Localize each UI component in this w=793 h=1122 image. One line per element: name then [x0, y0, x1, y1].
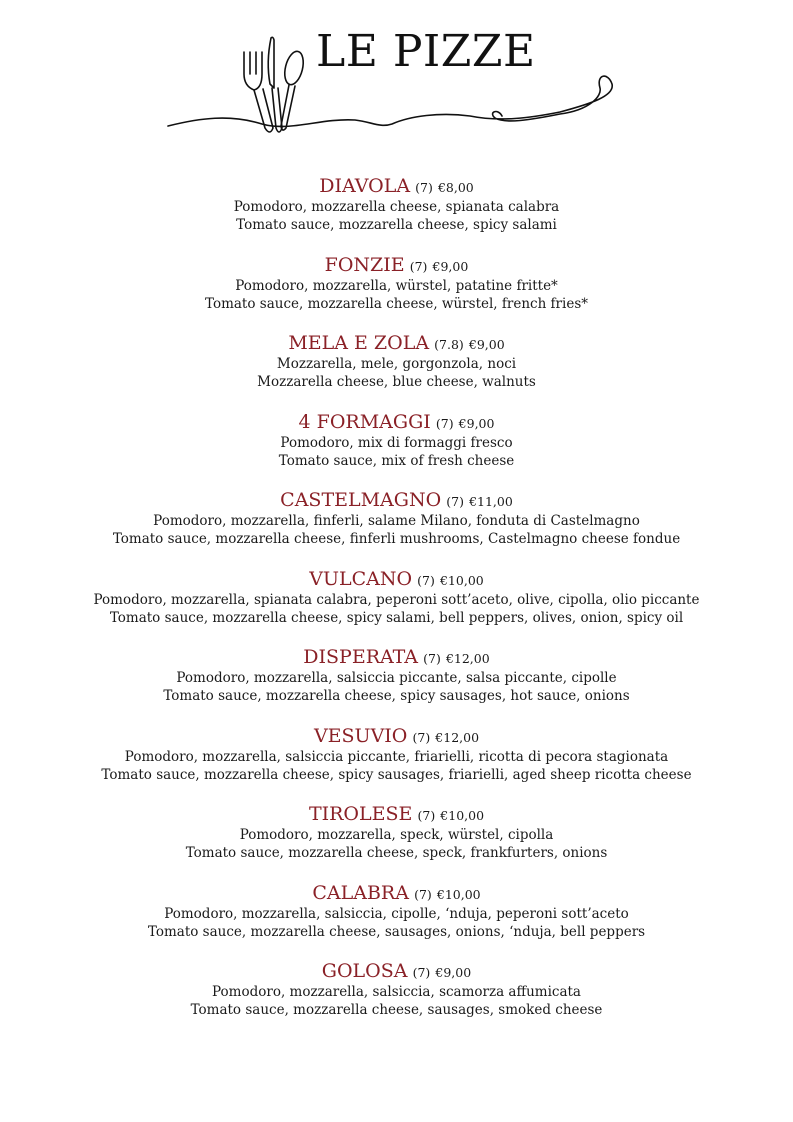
allergen-codes: (7) — [446, 494, 464, 509]
pizza-price: €8,00 — [437, 180, 474, 195]
pizza-name: TIROLESE — [308, 803, 413, 825]
description-italian: Pomodoro, mozzarella, salsiccia piccante, salsa piccante, cipolle — [176, 670, 617, 686]
description-italian: Pomodoro, mozzarella, spianata calabra, peperoni sott’aceto, olive, cipolla, olio piccante — [93, 591, 700, 608]
description-italian: Pomodoro, mozzarella, salsiccia, scamorza affumicata — [212, 984, 581, 1000]
description-italian: Pomodoro, mozzarella, speck, würstel, cipolla — [239, 827, 554, 843]
menu-item — [0, 174, 793, 253]
menu-header — [0, 0, 793, 150]
pizza-name: VESUVIO — [313, 724, 408, 747]
pizza-name: CALABRA — [312, 881, 409, 904]
pizza-name: FONZIE — [324, 253, 405, 276]
description-english: Tomato sauce, mozzarella cheese, spicy sausages, friarielli, aged sheep ricotta cheese — [101, 766, 692, 783]
page-title: LE PIZZE — [316, 26, 536, 77]
description-english: Tomato sauce, mozzarella cheese, würstel, french fries* — [205, 295, 588, 312]
pizza-price: €10,00 — [440, 808, 485, 823]
menu-item — [0, 331, 793, 410]
description-english: Tomato sauce, mix of fresh cheese — [278, 452, 515, 469]
pizza-price: €12,00 — [445, 651, 490, 666]
description-english: Mozzarella cheese, blue cheese, walnuts — [257, 374, 536, 390]
allergen-codes: (7) — [415, 180, 433, 195]
allergen-codes: (7) — [417, 572, 435, 588]
pizza-price: €9,00 — [432, 258, 469, 274]
description-italian: Mozzarella, mele, gorgonzola, noci — [276, 356, 517, 372]
description-english: Tomato sauce, mozzarella cheese, spicy sausages, hot sauce, onions — [163, 688, 630, 704]
menu-item — [0, 645, 793, 724]
menu-item — [0, 567, 793, 646]
pizza-name: 4 FORMAGGI — [298, 410, 431, 433]
description-italian: Pomodoro, mozzarella, würstel, patatine fritte* — [235, 277, 558, 294]
pizza-price: €11,00 — [469, 494, 513, 509]
menu-item-heading — [0, 724, 793, 748]
menu-item — [0, 724, 793, 803]
menu-item-heading — [0, 331, 793, 355]
description-english: Tomato sauce, mozzarella cheese, sausages, onions, ‘nduja, bell peppers — [147, 923, 646, 940]
allergen-codes: (7) — [409, 258, 428, 274]
allergen-codes: (7) — [414, 886, 432, 902]
pizza-price: €10,00 — [436, 886, 481, 902]
description-english: Tomato sauce, mozzarella cheese, finferli mushrooms, Castelmagno cheese fondue — [112, 531, 681, 547]
allergen-codes: (7) — [423, 651, 441, 666]
pizza-name: DISPERATA — [303, 646, 419, 668]
pizza-price: €12,00 — [435, 729, 480, 745]
menu-item-heading — [0, 410, 793, 434]
pizza-name: DIAVOLA — [319, 175, 411, 197]
menu-item — [0, 881, 793, 960]
pizza-name: MELA E ZOLA — [288, 332, 430, 354]
description-english: Tomato sauce, mozzarella cheese, speck, frankfurters, onions — [185, 845, 608, 861]
allergen-codes: (7) — [412, 965, 431, 980]
menu-item — [0, 253, 793, 332]
menu-item-heading — [0, 959, 793, 983]
description-italian: Pomodoro, mix di formaggi fresco — [280, 434, 513, 451]
menu-item — [0, 410, 793, 489]
menu-item-heading — [0, 488, 793, 512]
menu-item — [0, 802, 793, 881]
pizza-price: €9,00 — [435, 965, 472, 980]
pizza-name: CASTELMAGNO — [280, 489, 442, 511]
description-italian: Pomodoro, mozzarella, finferli, salame Milano, fonduta di Castelmagno — [153, 513, 640, 529]
pizza-name: VULCANO — [309, 567, 413, 590]
menu-item — [0, 959, 793, 1038]
menu-item-heading — [0, 567, 793, 591]
description-italian: Pomodoro, mozzarella, salsiccia piccante, friarielli, ricotta di pecora stagionata — [124, 748, 669, 765]
pizza-price: €9,00 — [468, 337, 505, 352]
description-italian: Pomodoro, mozzarella, salsiccia, cipolle, ‘nduja, peperoni sott’aceto — [164, 905, 629, 922]
description-italian: Pomodoro, mozzarella cheese, spianata calabra — [233, 199, 560, 215]
menu-item-heading — [0, 645, 793, 669]
menu-item — [0, 488, 793, 567]
pizza-price: €10,00 — [439, 572, 484, 588]
pizza-menu-list — [0, 174, 793, 1038]
pizza-name: GOLOSA — [321, 960, 408, 982]
description-english: Tomato sauce, mozzarella cheese, spicy salami, bell peppers, olives, onion, spicy oil — [109, 609, 684, 626]
allergen-codes: (7) — [412, 729, 431, 745]
description-english: Tomato sauce, mozzarella cheese, sausages, smoked cheese — [190, 1002, 603, 1018]
pizza-price: €9,00 — [458, 415, 495, 431]
menu-item-heading — [0, 253, 793, 277]
menu-item-heading — [0, 881, 793, 905]
allergen-codes: (7) — [417, 808, 436, 823]
allergen-codes: (7.8) — [434, 337, 464, 352]
menu-item-heading — [0, 174, 793, 198]
description-english: Tomato sauce, mozzarella cheese, spicy salami — [236, 217, 557, 233]
menu-item-heading — [0, 802, 793, 826]
allergen-codes: (7) — [435, 415, 454, 431]
